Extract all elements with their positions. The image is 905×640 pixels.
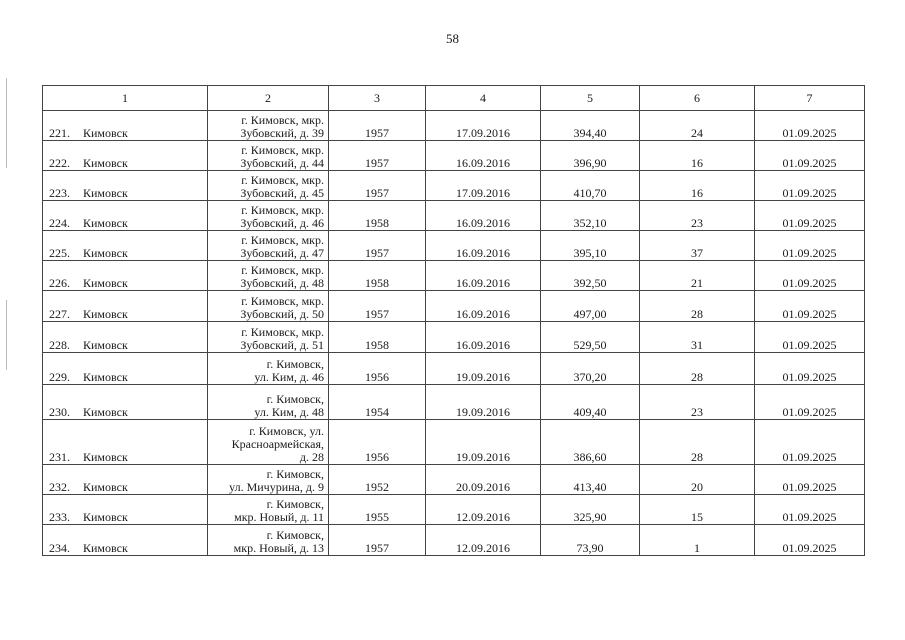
address-line: г. Кимовск, мкр. — [241, 325, 324, 339]
address-line: г. Кимовск, мкр. — [241, 143, 324, 157]
cell-area: 73,90 — [541, 525, 640, 556]
cell-address — [208, 385, 329, 420]
cell-date: 17.09.2016 — [426, 171, 541, 201]
cell-deadline: 01.09.2025 — [755, 261, 865, 291]
cell-date: 16.09.2016 — [426, 322, 541, 353]
header-row — [43, 86, 865, 111]
cell-area: 394,40 — [541, 111, 640, 141]
address-line: ул. Ким, д. 48 — [254, 405, 324, 419]
cell-number-city — [43, 353, 208, 385]
cell-date: 16.09.2016 — [426, 261, 541, 291]
cell-date: 16.09.2016 — [426, 201, 541, 231]
cell-year: 1956 — [329, 353, 426, 385]
table-row — [43, 525, 865, 556]
cell-address — [208, 141, 329, 171]
cell-year: 1957 — [329, 231, 426, 261]
column-header-7: 7 — [755, 86, 865, 111]
cell-year: 1954 — [329, 385, 426, 420]
table-row — [43, 322, 865, 353]
address-line: Зубовский, д. 50 — [240, 307, 324, 321]
cell-count: 28 — [640, 353, 755, 385]
city-name: Кимовск — [83, 480, 128, 494]
cell-address — [208, 525, 329, 556]
address-line: г. Кимовск, — [266, 357, 324, 371]
cell-area: 410,70 — [541, 171, 640, 201]
cell-number-city — [43, 495, 208, 525]
table-row — [43, 231, 865, 261]
cell-year: 1956 — [329, 420, 426, 465]
column-header-6: 6 — [640, 86, 755, 111]
cell-deadline: 01.09.2025 — [755, 495, 865, 525]
cell-count: 23 — [640, 385, 755, 420]
cell-date: 16.09.2016 — [426, 231, 541, 261]
cell-deadline: 01.09.2025 — [755, 353, 865, 385]
cell-number-city — [43, 201, 208, 231]
address-line: Зубовский, д. 39 — [240, 126, 324, 140]
address-line: д. 28 — [299, 450, 324, 464]
cell-area: 529,50 — [541, 322, 640, 353]
address-line: Зубовский, д. 45 — [240, 186, 324, 200]
cell-deadline: 01.09.2025 — [755, 465, 865, 495]
row-number: 226. — [49, 276, 70, 290]
cell-deadline: 01.09.2025 — [755, 201, 865, 231]
address-line: г. Кимовск, — [266, 467, 324, 481]
row-number: 232. — [49, 480, 70, 494]
row-number: 228. — [49, 338, 70, 352]
cell-number-city — [43, 141, 208, 171]
cell-date: 19.09.2016 — [426, 385, 541, 420]
address-line: Красноармейская, — [231, 437, 324, 451]
city-name: Кимовск — [83, 510, 128, 524]
cell-year: 1958 — [329, 201, 426, 231]
cell-year: 1952 — [329, 465, 426, 495]
row-number: 227. — [49, 307, 70, 321]
city-name: Кимовск — [83, 450, 128, 464]
cell-address — [208, 322, 329, 353]
cell-area: 396,90 — [541, 141, 640, 171]
cell-count: 16 — [640, 171, 755, 201]
cell-deadline: 01.09.2025 — [755, 141, 865, 171]
cell-deadline: 01.09.2025 — [755, 525, 865, 556]
cell-year: 1957 — [329, 291, 426, 322]
cell-date: 16.09.2016 — [426, 141, 541, 171]
cell-deadline: 01.09.2025 — [755, 420, 865, 465]
address-line: г. Кимовск, — [266, 497, 324, 511]
city-name: Кимовск — [83, 186, 128, 200]
table-row — [43, 495, 865, 525]
cell-address — [208, 201, 329, 231]
table-row — [43, 171, 865, 201]
cell-area: 413,40 — [541, 465, 640, 495]
row-number: 229. — [49, 370, 70, 384]
cell-number-city — [43, 525, 208, 556]
cell-date: 19.09.2016 — [426, 353, 541, 385]
cell-deadline: 01.09.2025 — [755, 171, 865, 201]
cell-number-city — [43, 231, 208, 261]
row-number: 230. — [49, 405, 70, 419]
address-line: Зубовский, д. 46 — [240, 216, 324, 230]
cell-date: 12.09.2016 — [426, 525, 541, 556]
city-name: Кимовск — [83, 216, 128, 230]
row-number: 224. — [49, 216, 70, 230]
cell-date: 20.09.2016 — [426, 465, 541, 495]
cell-count: 23 — [640, 201, 755, 231]
column-header-4: 4 — [426, 86, 541, 111]
cell-deadline: 01.09.2025 — [755, 291, 865, 322]
city-name: Кимовск — [83, 156, 128, 170]
table-row — [43, 201, 865, 231]
page-number: 58 — [446, 31, 459, 46]
table-row — [43, 291, 865, 322]
cell-deadline: 01.09.2025 — [755, 322, 865, 353]
address-line: г. Кимовск, мкр. — [241, 233, 324, 247]
column-header-5: 5 — [541, 86, 640, 111]
cell-count: 28 — [640, 291, 755, 322]
scan-margin-mark — [6, 78, 7, 168]
cell-address — [208, 291, 329, 322]
row-number: 221. — [49, 126, 70, 140]
cell-number-city — [43, 420, 208, 465]
table-row — [43, 353, 865, 385]
address-line: г. Кимовск, мкр. — [241, 263, 324, 277]
table-row — [43, 141, 865, 171]
cell-count: 1 — [640, 525, 755, 556]
table-row — [43, 111, 865, 141]
cell-deadline: 01.09.2025 — [755, 385, 865, 420]
address-line: Зубовский, д. 44 — [240, 156, 324, 170]
table-row — [43, 465, 865, 495]
cell-number-city — [43, 385, 208, 420]
cell-address — [208, 495, 329, 525]
cell-area: 352,10 — [541, 201, 640, 231]
cell-address — [208, 111, 329, 141]
cell-date: 16.09.2016 — [426, 291, 541, 322]
cell-date: 12.09.2016 — [426, 495, 541, 525]
cell-number-city — [43, 111, 208, 141]
cell-count: 37 — [640, 231, 755, 261]
city-name: Кимовск — [83, 541, 128, 555]
table-row — [43, 385, 865, 420]
city-name: Кимовск — [83, 126, 128, 140]
address-line: г. Кимовск, мкр. — [241, 294, 324, 308]
cell-year: 1958 — [329, 261, 426, 291]
cell-count: 24 — [640, 111, 755, 141]
cell-count: 21 — [640, 261, 755, 291]
city-name: Кимовск — [83, 338, 128, 352]
address-line: г. Кимовск, — [266, 528, 324, 542]
city-name: Кимовск — [83, 246, 128, 260]
cell-year: 1955 — [329, 495, 426, 525]
cell-count: 28 — [640, 420, 755, 465]
cell-area: 386,60 — [541, 420, 640, 465]
cell-count: 20 — [640, 465, 755, 495]
cell-year: 1957 — [329, 111, 426, 141]
cell-area: 409,40 — [541, 385, 640, 420]
registry-body — [43, 111, 865, 556]
address-line: г. Кимовск, мкр. — [241, 173, 324, 187]
address-line: г. Кимовск, мкр. — [241, 203, 324, 217]
cell-address — [208, 465, 329, 495]
cell-area: 370,20 — [541, 353, 640, 385]
column-header-1: 1 — [43, 86, 208, 111]
cell-address — [208, 420, 329, 465]
cell-count: 31 — [640, 322, 755, 353]
cell-area: 395,10 — [541, 231, 640, 261]
cell-count: 16 — [640, 141, 755, 171]
address-line: г. Кимовск, мкр. — [241, 113, 324, 127]
city-name: Кимовск — [83, 405, 128, 419]
row-number: 223. — [49, 186, 70, 200]
table-row — [43, 261, 865, 291]
cell-date: 19.09.2016 — [426, 420, 541, 465]
address-line: мкр. Новый, д. 11 — [234, 510, 324, 524]
cell-address — [208, 231, 329, 261]
address-line: Зубовский, д. 51 — [240, 338, 324, 352]
table-row — [43, 420, 865, 465]
cell-year: 1957 — [329, 171, 426, 201]
cell-deadline: 01.09.2025 — [755, 111, 865, 141]
row-number: 234. — [49, 541, 70, 555]
column-header-2: 2 — [208, 86, 329, 111]
address-line: г. Кимовск, ул. — [249, 424, 324, 438]
cell-number-city — [43, 171, 208, 201]
cell-number-city — [43, 291, 208, 322]
address-line: г. Кимовск, — [266, 392, 324, 406]
cell-number-city — [43, 322, 208, 353]
row-number: 222. — [49, 156, 70, 170]
cell-number-city — [43, 261, 208, 291]
row-number: 231. — [49, 450, 70, 464]
cell-number-city — [43, 465, 208, 495]
cell-area: 325,90 — [541, 495, 640, 525]
cell-year: 1957 — [329, 141, 426, 171]
cell-area: 497,00 — [541, 291, 640, 322]
cell-year: 1958 — [329, 322, 426, 353]
scan-margin-mark — [6, 300, 7, 370]
address-line: ул. Мичурина, д. 9 — [229, 480, 324, 494]
cell-area: 392,50 — [541, 261, 640, 291]
address-line: мкр. Новый, д. 13 — [233, 541, 324, 555]
cell-address — [208, 353, 329, 385]
address-line: Зубовский, д. 48 — [240, 276, 324, 290]
address-line: Зубовский, д. 47 — [240, 246, 324, 260]
column-header-3: 3 — [329, 86, 426, 111]
city-name: Кимовск — [83, 307, 128, 321]
address-line: ул. Ким, д. 46 — [254, 370, 324, 384]
cell-date: 17.09.2016 — [426, 111, 541, 141]
row-number: 233. — [49, 510, 70, 524]
cell-address — [208, 261, 329, 291]
housing-registry-table — [42, 85, 865, 556]
row-number: 225. — [49, 246, 70, 260]
cell-deadline: 01.09.2025 — [755, 231, 865, 261]
cell-year: 1957 — [329, 525, 426, 556]
city-name: Кимовск — [83, 276, 128, 290]
city-name: Кимовск — [83, 370, 128, 384]
cell-count: 15 — [640, 495, 755, 525]
cell-address — [208, 171, 329, 201]
